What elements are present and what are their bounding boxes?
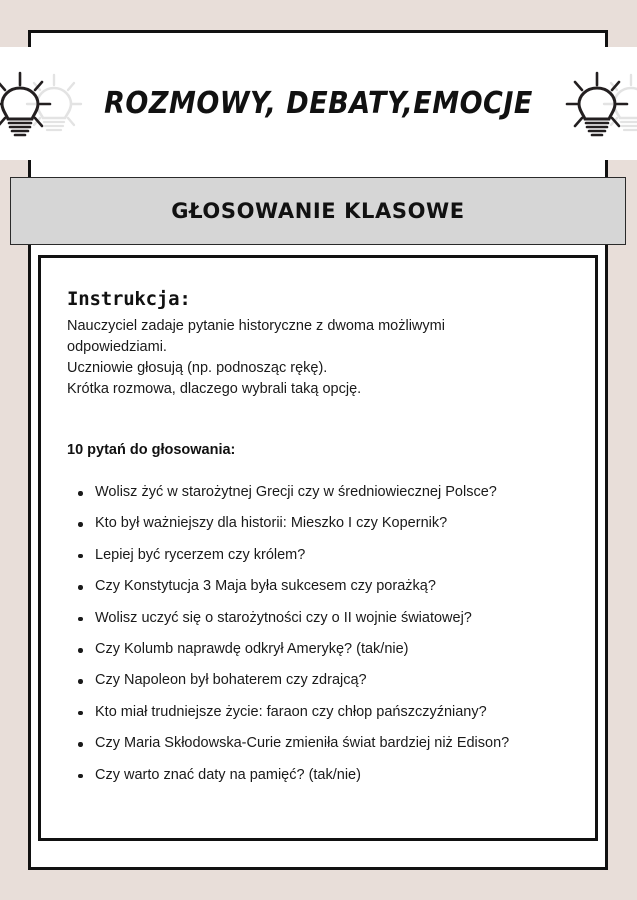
header-banner (0, 47, 637, 160)
lightbulb-pair-icon-right (547, 59, 637, 149)
list-item: Wolisz żyć w starożytnej Grecji czy w średniowiecznej Polsce? (67, 484, 569, 501)
list-item: Czy warto znać daty na pamięć? (tak/nie) (67, 767, 569, 784)
list-item: Wolisz uczyć się o starożytności czy o II wojnie światowej? (67, 610, 569, 627)
list-item: Kto miał trudniejsze życie: faraon czy chłop pańszczyźniany? (67, 704, 569, 721)
instruction-line: Krótka rozmowa, dlaczego wybrali taką opcję. (67, 381, 362, 398)
list-item: Czy Maria Skłodowska-Curie zmieniła świat bardziej niż Edison? (67, 735, 569, 752)
questions-heading: 10 pytań do głosowania: (67, 442, 236, 459)
instruction-line: Nauczyciel zadaje pytanie historyczne z dwoma możliwymi (67, 318, 445, 334)
list-item: Kto był ważniejszy dla historii: Mieszko I czy Kopernik? (67, 515, 569, 532)
lightbulb-pair-icon-left (0, 59, 90, 149)
instruction-text (67, 316, 569, 400)
instruction-line: odpowiedziami. (67, 339, 167, 356)
list-item: Czy Konstytucja 3 Maja była sukcesem czy porażką? (67, 578, 569, 595)
content-frame (38, 255, 598, 841)
instruction-heading: Instrukcja: (67, 288, 191, 310)
list-item: Czy Kolumb naprawdę odkrył Amerykę? (tak/nie) (67, 641, 569, 658)
questions-list (67, 484, 569, 784)
list-item: Czy Napoleon był bohaterem czy zdrajcą? (67, 672, 569, 689)
header-title: ROZMOWY, DEBATY,EMOCJE (104, 86, 533, 121)
section-banner-title: GŁOSOWANIE KLASOWE (171, 199, 465, 223)
instruction-line: Uczniowie głosują (np. podnosząc rękę). (67, 360, 328, 377)
list-item: Lepiej być rycerzem czy królem? (67, 547, 569, 564)
section-banner (10, 177, 626, 245)
